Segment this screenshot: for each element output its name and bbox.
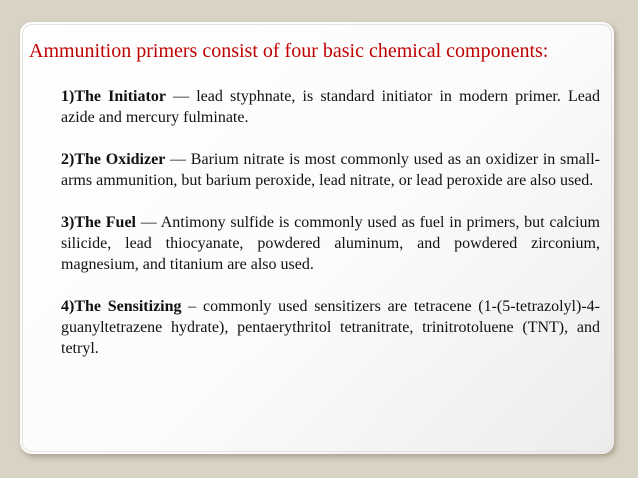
component-description: — Barium nitrate is most commonly used as an oxidizer in small-arms ammunition, but barium peroxide, lead nitrate, or lead peroxide are also used.: [61, 151, 600, 189]
component-sensitizing: [61, 296, 600, 359]
slide: [20, 22, 614, 454]
component-term: 4)The Sensitizing: [61, 298, 182, 315]
component-description: – commonly used sensitizers are tetracene (1-(5-tetrazolyl)-4-guanyltetrazene hydrate), pentaerythritol tetranitrate, trinitrotoluene (TNT), and tetryl.: [61, 298, 600, 357]
component-term: 3)The Fuel: [61, 214, 137, 231]
component-term: 2)The Oxidizer: [61, 151, 166, 168]
component-fuel: [61, 212, 600, 275]
components-list: [61, 86, 600, 359]
component-description: — Antimony sulfide is commonly used as fuel in primers, but calcium silicide, lead thiocyanate, powdered aluminum, and powdered zirconium, magnesium, and titanium are also used.: [61, 214, 601, 273]
slide-title: Ammunition primers consist of four basic chemical components:: [29, 40, 549, 62]
component-term: 1)The Initiator: [61, 88, 166, 105]
component-initiator: [61, 86, 600, 128]
component-oxidizer: [61, 149, 600, 191]
component-description: — lead styphnate, is standard initiator in modern primer. Lead azide and mercury fulminate.: [61, 88, 601, 126]
